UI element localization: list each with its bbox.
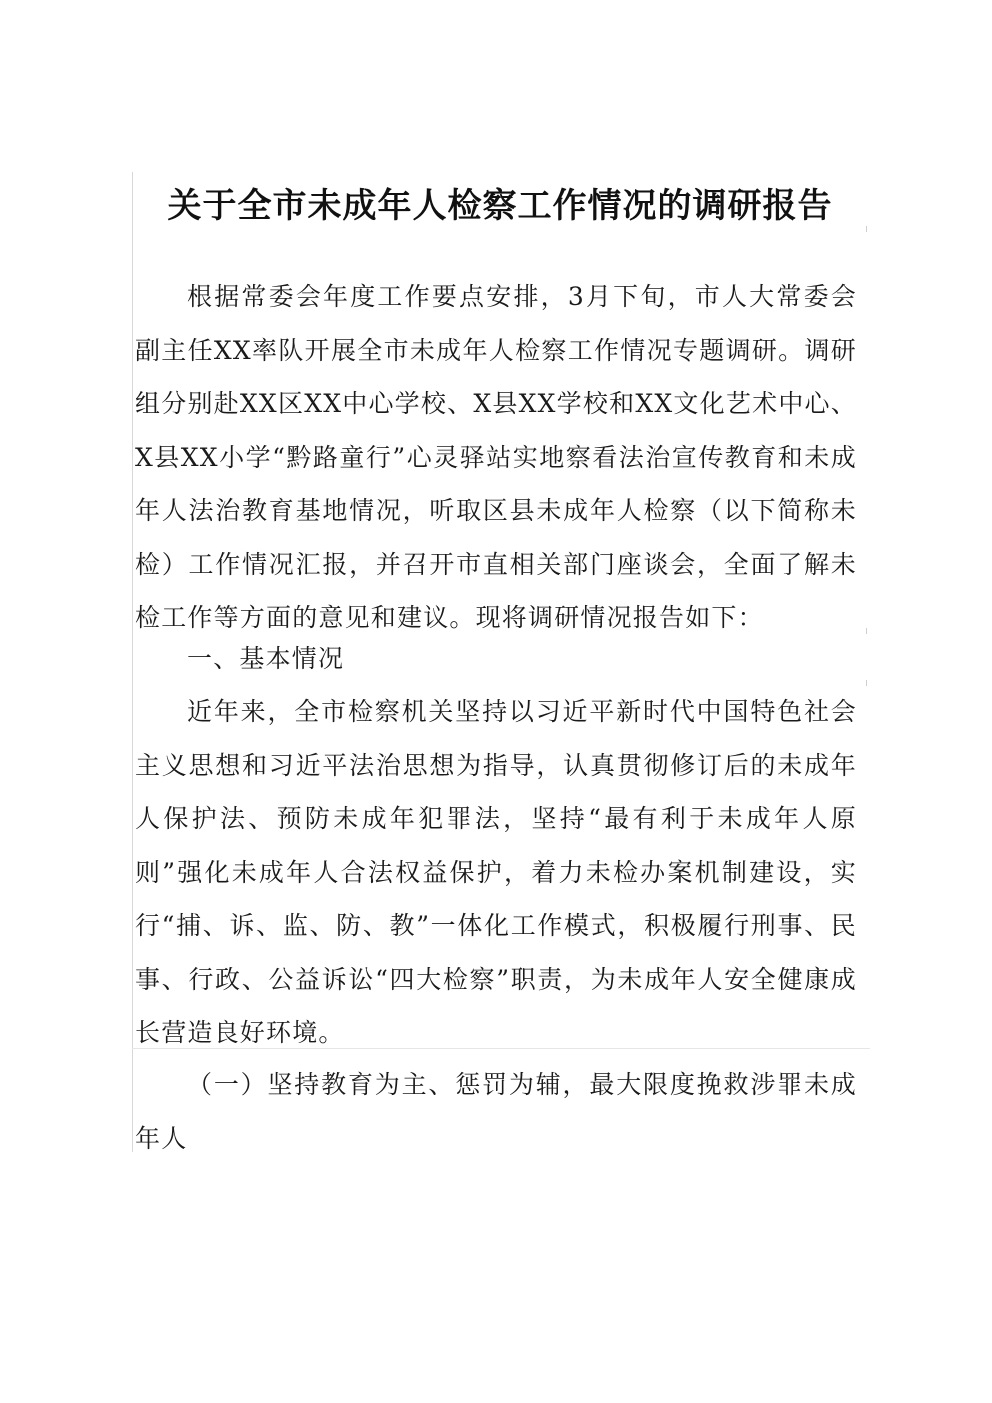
section-paragraph: 近年来，全市检察机关坚持以习近平新时代中国特色社会主义思想和习近平法治思想为指导，认真贯彻修订后的未成年人保护法、预防未成年犯罪法，坚持“最有利于未成年人原则”强化未成年人合法权益保护，着力未检办案机制建设，实行“捕、诉、监、防、教”一体化工作模式，积极履行刑事、民事、行政、公益诉讼“四大检察”职责，为未成年人安全健康成长营造良好环境。	[135, 697, 857, 1047]
document-title: 关于全市未成年人检察工作情况的调研报告	[167, 186, 833, 226]
intro-paragraph: 根据常委会年度工作要点安排，3月下旬，市人大常委会副主任XX率队开展全市未成年人检察工作情况专题调研。调研组分别赴XX区XX中心学校、X县XX学校和XX文化艺术中心、X县XX小学“黔路童行”心灵驿站实地察看法治宣传教育和未成年人法治教育基地情况，听取区县未成年人检察（以下简称未检）工作情况汇报，并召开市直相关部门座谈会，全面了解未检工作等方面的意见和建议。现将调研情况报告如下：	[135, 282, 857, 632]
subsection-heading: （一）坚持教育为主、惩罚为辅，最大限度挽救涉罪未成年人	[135, 1070, 857, 1153]
page-margin-guide	[132, 172, 133, 1152]
margin-mark	[866, 226, 867, 232]
margin-mark	[866, 628, 867, 634]
margin-mark	[866, 680, 867, 686]
section-heading: 一、基本情况	[187, 644, 345, 673]
